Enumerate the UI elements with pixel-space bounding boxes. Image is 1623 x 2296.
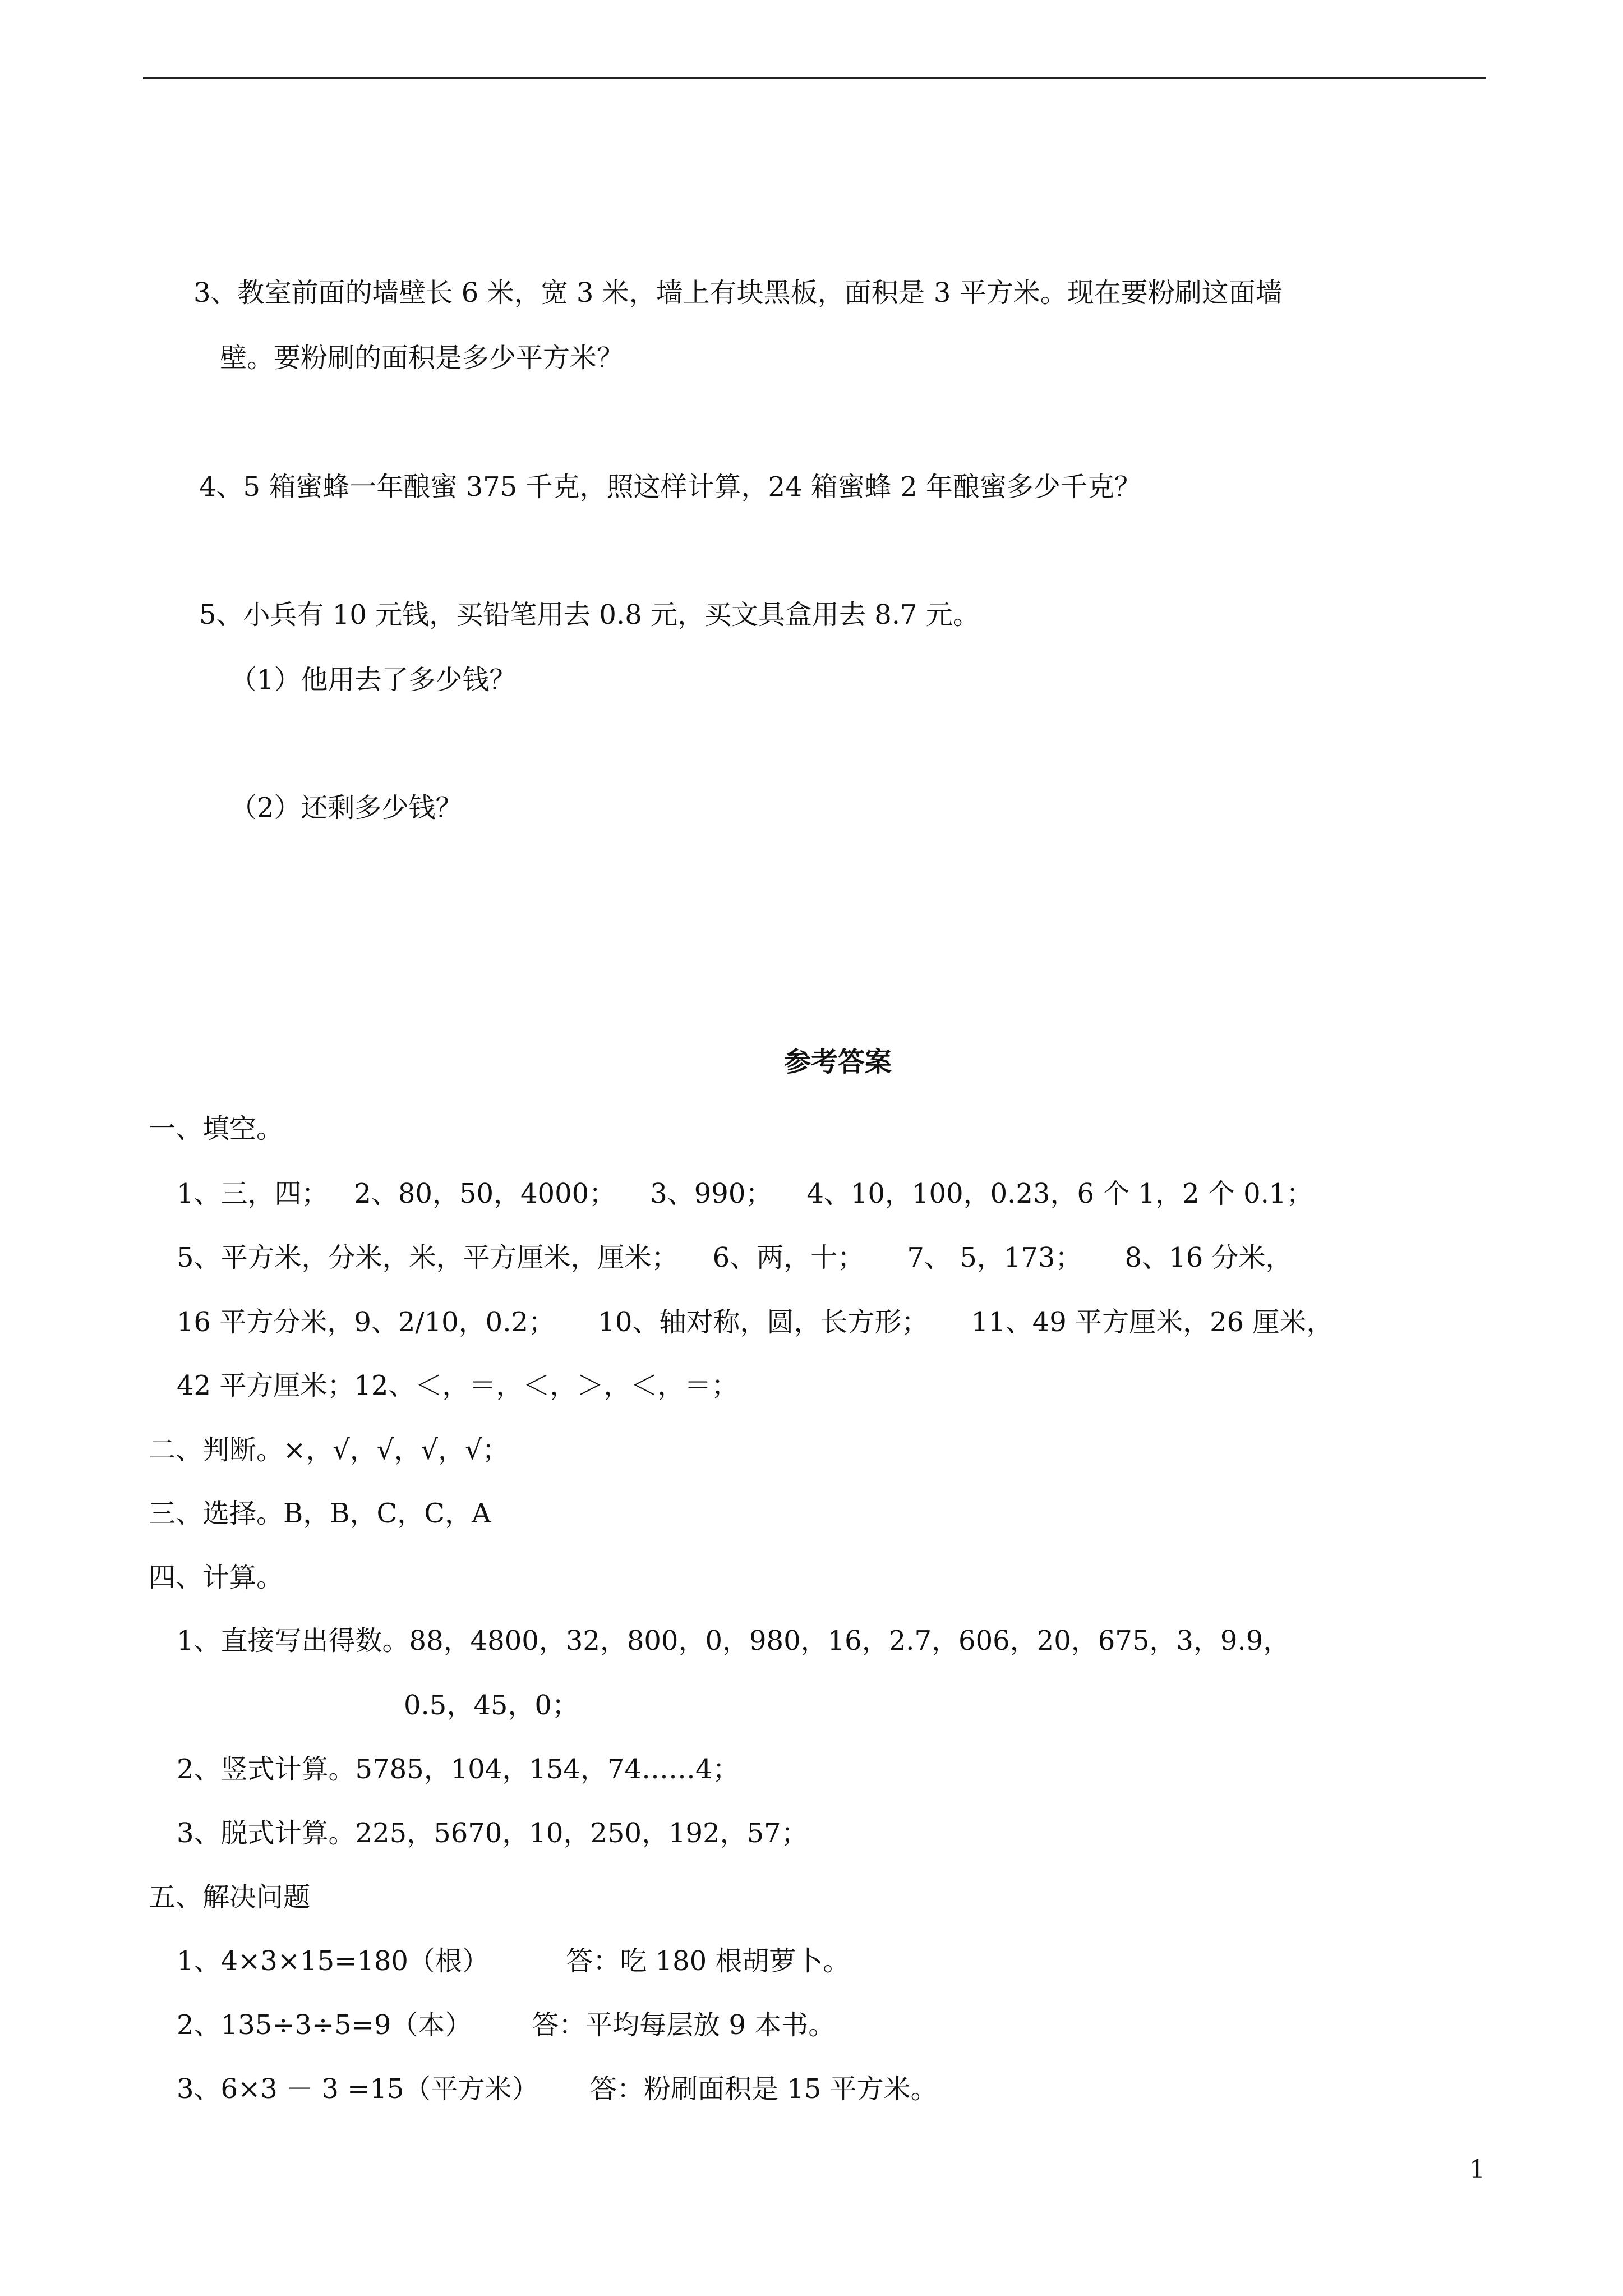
answers-section-1-line-3: 16 平方分米，9、2/10，0.2； 10、轴对称，圆，长方形； 11、49 平方厘米，26 厘米， <box>177 1306 1334 1338</box>
answers-section-4-line-3: 3、脱式计算。225，5670，10，250，192，57； <box>177 1818 808 1849</box>
answers-section-5-line-3: 3、6×3 － 3 =15（平方米） 答：粉刷面积是 15 平方米。 <box>177 2073 938 2105</box>
answers-section-3: 三、选择。B，B，C，C，A <box>149 1498 491 1529</box>
answers-section-4-line-1-cont: 0.5，45，0； <box>404 1690 579 1721</box>
answers-section-1-line-4: 42 平方厘米；12、＜，＝，＜，＞，＜，＝； <box>177 1370 739 1401</box>
answers-section-4-heading: 四、计算。 <box>149 1562 284 1593</box>
answers-title: 参考答案 <box>784 1046 892 1078</box>
question-3-line-2: 壁。要粉刷的面积是多少平方米？ <box>220 342 624 374</box>
answers-section-5-heading: 五、解决问题 <box>149 1881 311 1913</box>
question-5-sub-2: （2）还剩多少钱？ <box>230 792 463 823</box>
page-number: 1 <box>1469 2155 1485 2184</box>
answers-section-1-heading: 一、填空。 <box>149 1113 284 1144</box>
answers-section-5-line-1: 1、4×3×15=180（根） 答：吃 180 根胡萝卜。 <box>177 1945 850 1977</box>
answers-section-1-line-2: 5、平方米，分米，米，平方厘米，厘米； 6、两，十； 7、 5，173； 8、16 分米， <box>177 1242 1293 1273</box>
question-5: 5、小兵有 10 元钱，买铅笔用去 0.8 元，买文具盒用去 8.7 元。 <box>199 599 980 631</box>
answers-section-4-line-2: 2、竖式计算。5785，104，154，74……4； <box>177 1754 740 1785</box>
question-3-line-1: 3、教室前面的墙壁长 6 米，宽 3 米，墙上有块黑板，面积是 3 平方米。现在要粉刷这面墙 <box>193 277 1283 309</box>
question-4: 4、5 箱蜜蜂一年酿蜜 375 千克，照这样计算，24 箱蜜蜂 2 年酿蜜多少千克？ <box>199 471 1141 503</box>
answers-section-5-line-2: 2、135÷3÷5=9（本） 答：平均每层放 9 本书。 <box>177 2009 836 2041</box>
header-rule <box>143 77 1486 79</box>
question-5-sub-1: （1）他用去了多少钱？ <box>230 664 517 696</box>
answers-section-2: 二、判断。×，√，√，√，√； <box>149 1434 509 1466</box>
answers-section-4-line-1: 1、直接写出得数。88，4800，32，800，0，980，16，2.7，606，20，675，3，9.9， <box>177 1625 1290 1657</box>
answers-section-1-line-1: 1、三，四； 2、80，50，4000； 3、990； 4、10，100，0.23，6 个 1，2 个 0.1； <box>177 1178 1313 1209</box>
